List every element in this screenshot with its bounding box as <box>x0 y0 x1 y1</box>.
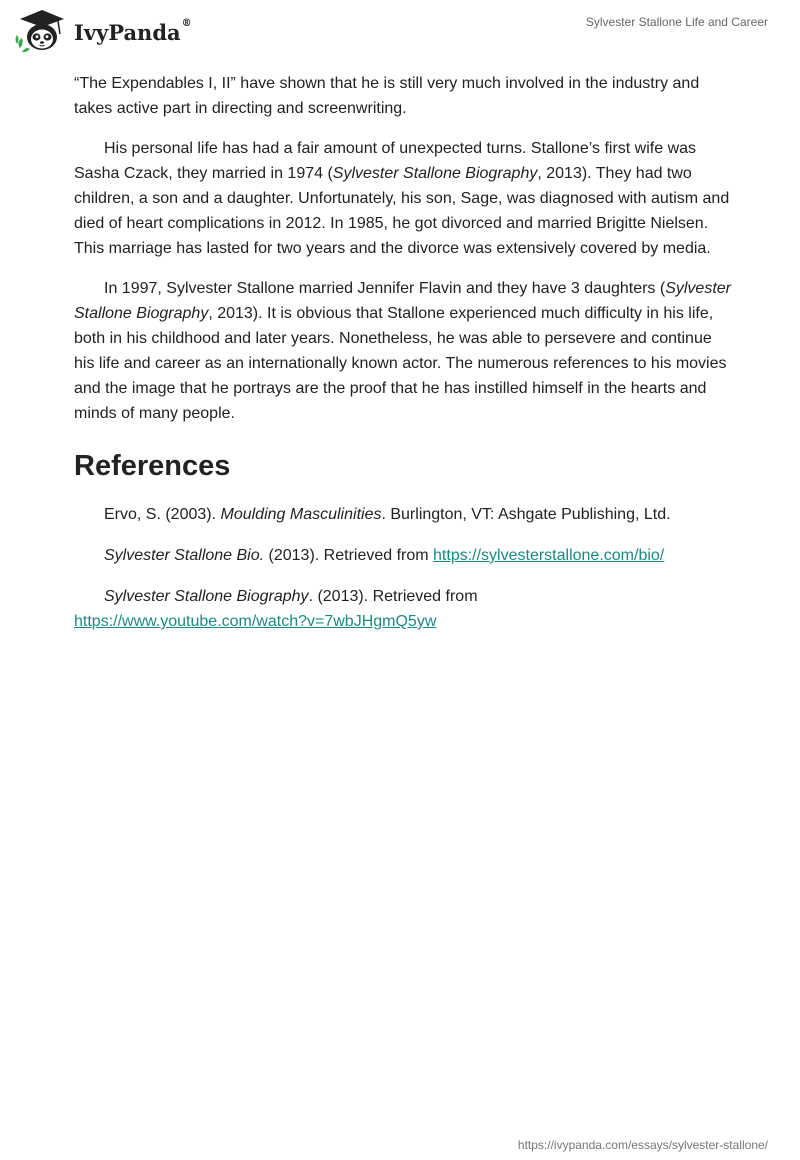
footer-url: https://ivypanda.com/essays/sylvester-stallone/ <box>517 1138 768 1152</box>
paragraph-2: His personal life has had a fair amount of unexpected turns. Stallone’s first wife was Sasha Czack, they married in 1974 (Sylvester Stallone Biography, 2013). They had two children, a son and a daughter. Unfortunately, his son, Sage, was diagnosed with autism and died of heart complications in 2012. In 1985, he got divorced and married Brigitte Nielsen. This marriage has lasted for two years and the divorce was extensively covered by media. <box>74 140 730 257</box>
citation-title: Sylvester Stallone Biography <box>332 165 538 182</box>
essay-content <box>74 71 734 650</box>
panda-graduate-icon <box>14 8 70 54</box>
logo-wordmark: IvyPanda® <box>74 17 192 45</box>
registered-mark: ® <box>181 17 192 29</box>
citation-title: Sylvester Stallone Biography <box>74 280 731 322</box>
paragraph-3: In 1997, Sylvester Stallone married Jennifer Flavin and they have 3 daughters (Sylvester Stallone Biography, 2013). It is obvious that Stallone experienced much difficulty in his life, both in his childhood and later years. Nonetheless, he was able to persevere and continue his life and career as an internationally known actor. The numerous references to his movies and the image that he portrays are the proof that he has instilled himself in the hearts and minds of many people. <box>74 280 731 422</box>
ivypanda-logo[interactable] <box>14 8 192 54</box>
reference-title: Sylvester Stallone Biography <box>104 588 309 605</box>
reference-title: Moulding Masculinities <box>220 506 382 523</box>
reference-item: Sylvester Stallone Bio. (2013). Retrieved from https://sylvesterstallone.com/bio/ <box>104 547 665 564</box>
reference-item: Ervo, S. (2003). Moulding Masculinities. Burlington, VT: Ashgate Publishing, Ltd. <box>104 506 671 523</box>
reference-link[interactable]: https://www.youtube.com/watch?v=7wbJHgmQ5yw <box>74 613 437 630</box>
running-title: Sylvester Stallone Life and Career <box>585 15 768 29</box>
paragraph-1: “The Expendables I, II” have shown that he is still very much involved in the industry and takes active part in directing and screenwriting. <box>74 75 700 117</box>
reference-title: Sylvester Stallone Bio. <box>104 547 265 564</box>
references-heading: References <box>74 450 231 482</box>
reference-item: Sylvester Stallone Biography. (2013). Retrieved from https://www.youtube.com/watch?v=7wbJHgmQ5yw <box>74 588 478 630</box>
page-header <box>0 0 800 60</box>
reference-link[interactable]: https://sylvesterstallone.com/bio/ <box>433 547 665 564</box>
